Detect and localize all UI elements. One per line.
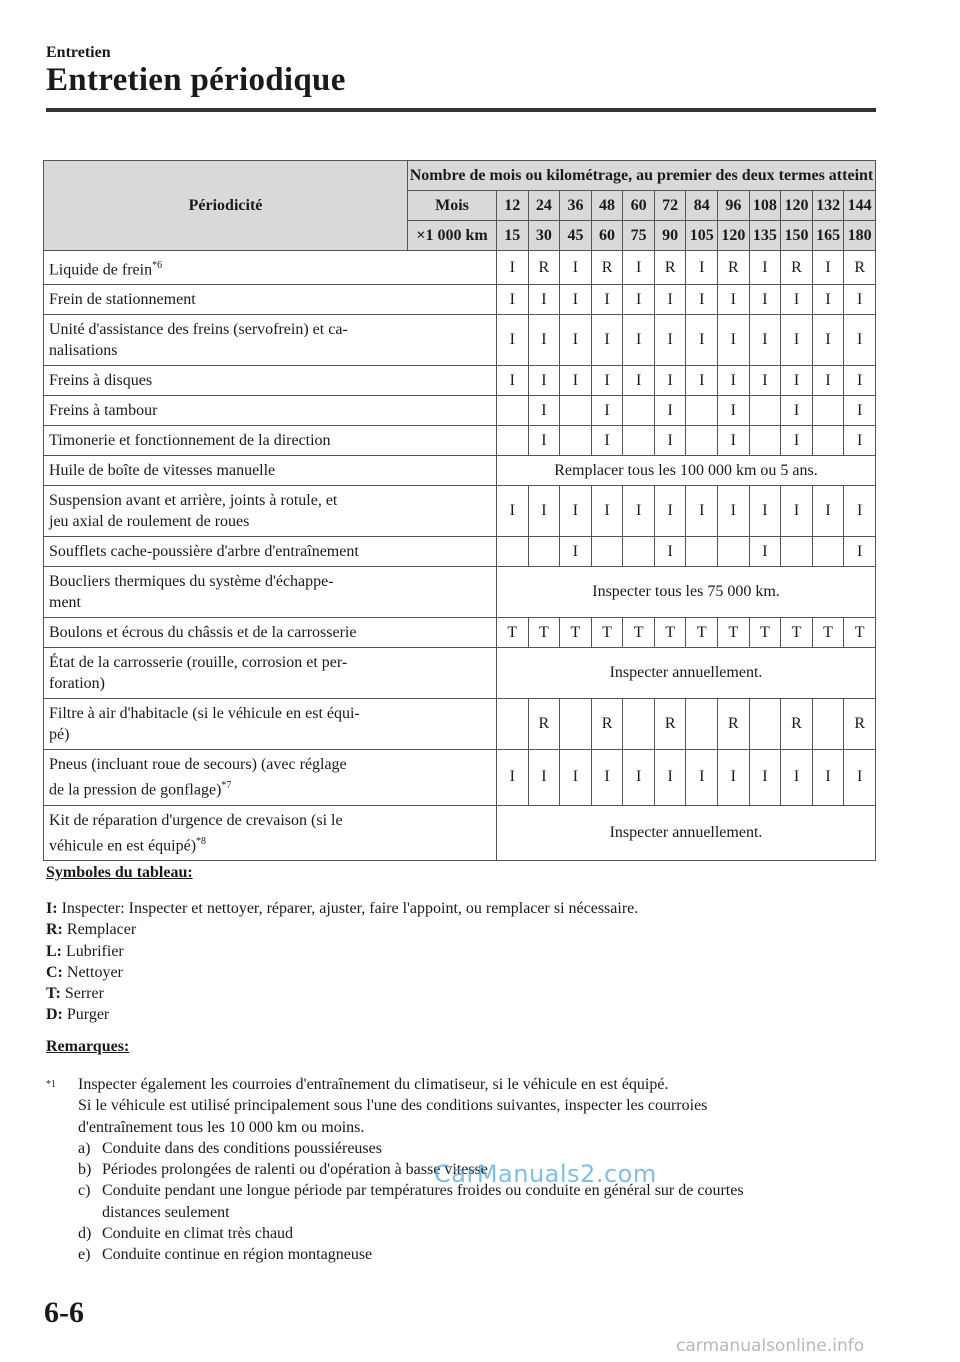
condition-key: b) (78, 1161, 92, 1179)
table-row (44, 396, 876, 426)
table-cell: I (654, 426, 686, 456)
table-cell: I (497, 486, 529, 537)
table-cell: I (623, 251, 655, 285)
month-header: 144 (844, 191, 876, 221)
month-header: 72 (654, 191, 686, 221)
table-cell (623, 426, 655, 456)
symbol-text: Inspecter: Inspecter et nettoyer, réparer, ajuster, faire l'appoint, ou remplacer si nécessaire. (57, 900, 639, 917)
table-cell: R (591, 699, 623, 750)
km-header: 60 (591, 221, 623, 251)
row-label (44, 396, 497, 426)
table-cell: I (844, 285, 876, 315)
symbol-text: Remplacer (62, 921, 137, 939)
footnote-ref: *7 (221, 780, 232, 792)
km-header: 135 (749, 221, 781, 251)
table-cell: I (528, 315, 560, 366)
month-header: 84 (686, 191, 718, 221)
table-row (44, 251, 876, 285)
table-cell: I (686, 251, 718, 285)
month-header: 108 (749, 191, 781, 221)
table-cell: I (654, 285, 686, 315)
table-cell: I (560, 537, 592, 567)
row-label-text: État de la carrosserie (rouille, corrosion et per- foration) (49, 654, 348, 693)
table-cell: I (844, 537, 876, 567)
interval-span-header: Nombre de mois ou kilométrage, au premier des deux termes atteint (408, 161, 876, 191)
condition-text: Conduite pendant une longue période par températures froides ou conduite en général sur de courtes distances seulement (102, 1182, 744, 1221)
symbol-key: T: (46, 985, 61, 1003)
table-cell: I (654, 396, 686, 426)
table-cell: I (686, 750, 718, 805)
note-line: Si le véhicule est utilisé principalement sous l'une des conditions suivantes, inspecter les courroies (78, 1097, 708, 1115)
table-cell (623, 699, 655, 750)
footnote-ref: *6 (152, 260, 163, 271)
table-cell (497, 396, 529, 426)
row-label (44, 750, 497, 805)
row-label (44, 426, 497, 456)
page-title: Entretien périodique (46, 62, 346, 98)
table-row (44, 426, 876, 456)
symbol-text: Lubrifier (62, 942, 124, 960)
table-cell: I (781, 426, 813, 456)
section-label: Entretien (46, 44, 111, 61)
table-cell: I (844, 486, 876, 537)
table-cell: I (749, 750, 781, 805)
symbols-list (46, 898, 638, 1026)
condition-item (78, 1138, 866, 1159)
table-cell: I (528, 486, 560, 537)
row-label (44, 537, 497, 567)
table-row (44, 750, 876, 805)
table-cell: I (497, 251, 529, 285)
condition-item (78, 1223, 866, 1244)
table-cell: I (686, 366, 718, 396)
table-row (44, 456, 876, 486)
km-header: 180 (844, 221, 876, 251)
symbol-key: L: (46, 942, 62, 960)
table-cell: I (718, 396, 750, 426)
table-cell: I (654, 366, 686, 396)
table-cell (686, 426, 718, 456)
table-cell: I (623, 366, 655, 396)
table-cell: I (844, 750, 876, 805)
footnote-ref: *8 (196, 835, 207, 847)
table-cell: I (528, 366, 560, 396)
row-label (44, 486, 497, 537)
table-cell: I (718, 426, 750, 456)
condition-item (78, 1244, 866, 1265)
table-cell (560, 426, 592, 456)
table-cell: T (812, 618, 844, 648)
table-cell: R (718, 699, 750, 750)
spanning-note: Remplacer tous les 100 000 km ou 5 ans. (497, 456, 876, 486)
note-mark: *1 (46, 1079, 56, 1090)
table-cell: T (623, 618, 655, 648)
table-cell: I (591, 396, 623, 426)
condition-text: Conduite en climat très chaud (102, 1225, 294, 1243)
row-label-text: Huile de boîte de vitesses manuelle (49, 462, 276, 480)
table-cell: I (812, 251, 844, 285)
table-cell: I (812, 750, 844, 805)
table-cell: I (528, 426, 560, 456)
spanning-note: Inspecter tous les 75 000 km. (497, 567, 876, 618)
table-cell (749, 426, 781, 456)
table-cell: I (623, 750, 655, 805)
table-cell (623, 396, 655, 426)
symbol-text: Nettoyer (62, 963, 123, 981)
table-cell: I (528, 396, 560, 426)
table-cell: I (749, 366, 781, 396)
row-label (44, 251, 497, 285)
table-cell: I (781, 396, 813, 426)
table-cell (812, 396, 844, 426)
row-label (44, 285, 497, 315)
table-cell: I (844, 426, 876, 456)
table-cell: I (497, 315, 529, 366)
condition-text: Conduite continue en région montagneuse (102, 1246, 373, 1264)
table-cell (812, 426, 844, 456)
table-cell: I (686, 486, 718, 537)
watermark: CarManuals2.com (434, 1160, 657, 1188)
table-cell: T (654, 618, 686, 648)
table-cell: I (654, 537, 686, 567)
row-label-text: Soufflets cache-poussière d'arbre d'entraînement (49, 543, 359, 561)
condition-key: a) (78, 1139, 91, 1157)
spanning-note: Inspecter annuellement. (497, 805, 876, 860)
table-cell: I (718, 486, 750, 537)
table-cell: I (781, 750, 813, 805)
table-cell: I (749, 486, 781, 537)
row-label-text: Kit de réparation d'urgence de crevaison (si le véhicule en est équipé) (49, 811, 343, 854)
row-label (44, 618, 497, 648)
months-label: Mois (408, 191, 497, 221)
table-row (44, 567, 876, 618)
note-line: d'entraînement tous les 10 000 km ou moins. (78, 1118, 365, 1136)
title-divider (46, 108, 876, 112)
table-cell: R (591, 251, 623, 285)
table-cell: I (781, 366, 813, 396)
table-cell: I (844, 315, 876, 366)
table-cell (781, 537, 813, 567)
table-cell: I (654, 750, 686, 805)
table-cell: I (718, 285, 750, 315)
km-header: 30 (528, 221, 560, 251)
table-cell: R (654, 251, 686, 285)
row-label (44, 805, 497, 860)
table-row (44, 699, 876, 750)
table-cell: I (623, 486, 655, 537)
table-cell: I (686, 285, 718, 315)
table-cell: I (623, 315, 655, 366)
table-cell (560, 396, 592, 426)
table-cell: I (812, 285, 844, 315)
symbol-item (46, 919, 638, 940)
symbol-text: Purger (62, 1006, 110, 1024)
table-cell: I (528, 285, 560, 315)
table-cell (623, 537, 655, 567)
table-row (44, 486, 876, 537)
row-label (44, 315, 497, 366)
table-cell: I (528, 750, 560, 805)
table-cell: I (812, 486, 844, 537)
table-cell: T (749, 618, 781, 648)
table-row (44, 537, 876, 567)
table-row (44, 618, 876, 648)
table-row (44, 366, 876, 396)
periodicity-header: Périodicité (44, 161, 408, 251)
table-cell: I (781, 486, 813, 537)
table-cell (497, 699, 529, 750)
table-cell: I (781, 315, 813, 366)
table-cell (686, 396, 718, 426)
table-row (44, 315, 876, 366)
row-label (44, 648, 497, 699)
symbol-key: I: (46, 900, 58, 917)
table-cell: T (528, 618, 560, 648)
month-header: 12 (497, 191, 529, 221)
km-header: 45 (560, 221, 592, 251)
table-row (44, 285, 876, 315)
table-cell: T (560, 618, 592, 648)
condition-key: c) (78, 1182, 91, 1200)
table-cell: I (591, 750, 623, 805)
table-row (44, 648, 876, 699)
table-cell (718, 537, 750, 567)
table-cell: R (844, 251, 876, 285)
footer-watermark: carmanualsonline.info (676, 1336, 865, 1356)
month-header: 36 (560, 191, 592, 221)
symbol-key: C: (46, 963, 63, 981)
table-cell: I (560, 251, 592, 285)
page-number: 6-6 (44, 1296, 84, 1329)
table-cell (497, 426, 529, 456)
table-cell: I (749, 315, 781, 366)
table-cell: I (686, 315, 718, 366)
table-cell (749, 396, 781, 426)
table-cell: T (718, 618, 750, 648)
table-cell: R (654, 699, 686, 750)
table-cell: T (781, 618, 813, 648)
km-header: 105 (686, 221, 718, 251)
table-cell: I (623, 285, 655, 315)
row-label-text: Frein de stationnement (49, 291, 196, 309)
table-cell: T (686, 618, 718, 648)
table-cell: T (591, 618, 623, 648)
table-cell: I (749, 285, 781, 315)
symbol-item (46, 1004, 638, 1025)
symbol-text: Serrer (60, 985, 104, 1003)
table-cell: R (528, 699, 560, 750)
table-cell: I (560, 285, 592, 315)
table-cell: T (497, 618, 529, 648)
table-cell: I (591, 486, 623, 537)
note-line: Inspecter également les courroies d'entraînement du climatiseur, si le véhicule en est équipé. (78, 1076, 669, 1093)
table-cell: I (718, 366, 750, 396)
month-header: 96 (718, 191, 750, 221)
table-cell: I (560, 315, 592, 366)
symbols-heading: Symboles du tableau: (46, 864, 193, 881)
symbol-item (46, 898, 638, 919)
table-cell (812, 537, 844, 567)
row-label-text: Timonerie et fonctionnement de la direction (49, 432, 331, 450)
row-label-text: Unité d'assistance des freins (servofrein) et ca- nalisations (49, 321, 348, 360)
row-label-text: Boulons et écrous du châssis et de la carrosserie (49, 624, 357, 642)
row-label (44, 456, 497, 486)
table-cell: T (844, 618, 876, 648)
table-cell: I (497, 366, 529, 396)
symbol-item (46, 941, 638, 962)
row-label-text: Filtre à air d'habitacle (si le véhicule en est équi- pé) (49, 705, 360, 744)
km-header: 15 (497, 221, 529, 251)
condition-key: d) (78, 1225, 92, 1243)
table-cell (749, 699, 781, 750)
table-cell (528, 537, 560, 567)
table-cell: I (654, 486, 686, 537)
table-cell (812, 699, 844, 750)
km-header: 150 (781, 221, 813, 251)
table-cell: I (560, 750, 592, 805)
symbol-key: R: (46, 921, 63, 939)
table-cell: I (781, 285, 813, 315)
row-label-text: Liquide de frein (49, 261, 153, 279)
table-cell: I (591, 366, 623, 396)
symbol-item (46, 983, 638, 1004)
table-cell: I (497, 750, 529, 805)
condition-text: Conduite dans des conditions poussiéreuses (102, 1139, 382, 1157)
symbol-item (46, 962, 638, 983)
km-label: ×1 000 km (408, 221, 497, 251)
km-header: 75 (623, 221, 655, 251)
row-label (44, 699, 497, 750)
table-cell: I (560, 486, 592, 537)
row-label-text: Suspension avant et arrière, joints à rotule, et jeu axial de roulement de roues (49, 492, 338, 531)
table-cell: I (812, 366, 844, 396)
table-cell: I (749, 537, 781, 567)
table-cell: I (591, 285, 623, 315)
table-cell: I (654, 315, 686, 366)
km-header: 120 (718, 221, 750, 251)
row-label (44, 366, 497, 396)
month-header: 24 (528, 191, 560, 221)
table-cell (686, 537, 718, 567)
condition-key: e) (78, 1246, 91, 1264)
table-cell: I (718, 315, 750, 366)
table-cell: R (718, 251, 750, 285)
table-cell: I (591, 426, 623, 456)
table-cell: R (781, 251, 813, 285)
row-label (44, 567, 497, 618)
table-cell: R (528, 251, 560, 285)
row-label-text: Freins à disques (49, 372, 153, 390)
spanning-note: Inspecter annuellement. (497, 648, 876, 699)
month-header: 120 (781, 191, 813, 221)
table-cell (686, 699, 718, 750)
table-row (44, 805, 876, 860)
table-cell: I (812, 315, 844, 366)
table-cell (497, 537, 529, 567)
table-cell: R (781, 699, 813, 750)
table-cell: I (560, 366, 592, 396)
table-cell: I (718, 750, 750, 805)
symbol-key: D: (46, 1006, 63, 1024)
month-header: 48 (591, 191, 623, 221)
month-header: 132 (812, 191, 844, 221)
month-header: 60 (623, 191, 655, 221)
table-cell: I (844, 396, 876, 426)
table-cell: I (844, 366, 876, 396)
row-label-text: Freins à tambour (49, 402, 158, 420)
table-cell: I (591, 315, 623, 366)
maintenance-table (43, 160, 876, 861)
table-cell (560, 699, 592, 750)
row-label-text: Pneus (incluant roue de secours) (avec réglage de la pression de gonflage) (49, 756, 347, 799)
condition-text: Périodes prolongées de ralenti ou d'opération à basse vitesse (102, 1161, 488, 1179)
table-cell: I (497, 285, 529, 315)
row-label-text: Boucliers thermiques du système d'échappe- ment (49, 573, 334, 612)
table-cell: I (749, 251, 781, 285)
remarks-heading: Remarques: (46, 1038, 130, 1055)
table-cell: R (844, 699, 876, 750)
km-header: 165 (812, 221, 844, 251)
km-header: 90 (654, 221, 686, 251)
table-cell (591, 537, 623, 567)
